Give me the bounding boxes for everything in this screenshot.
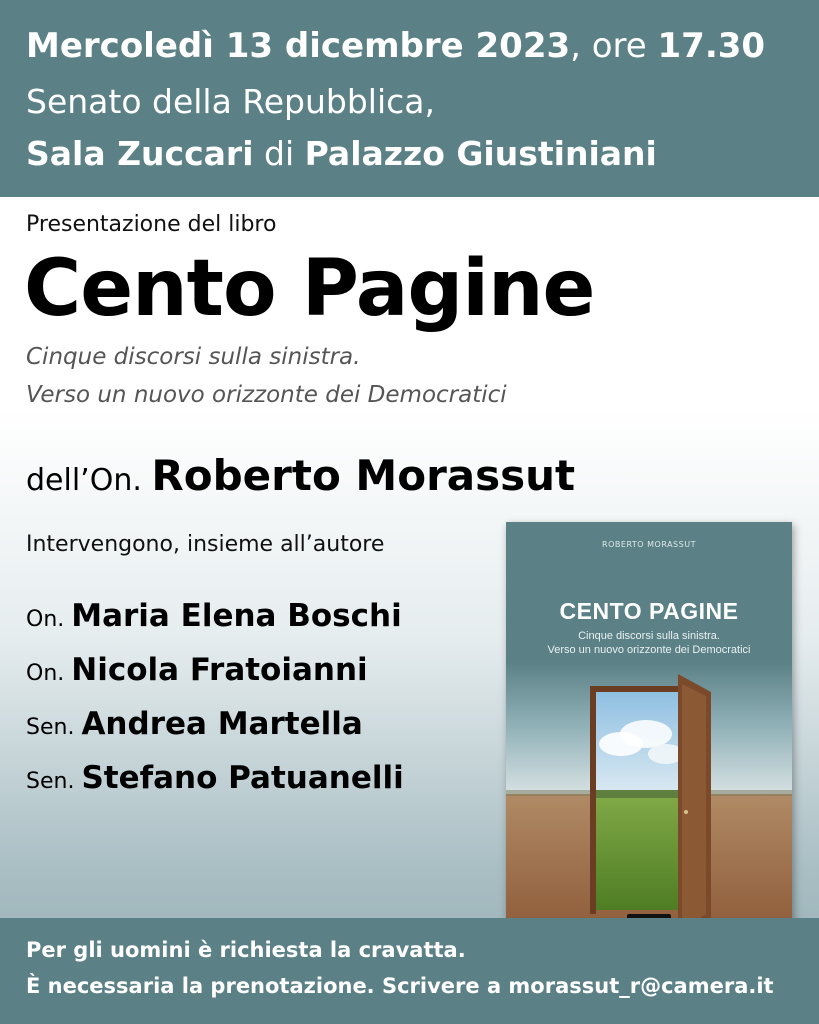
author-prefix: dell’On. xyxy=(26,463,152,498)
footer-banner xyxy=(0,918,819,1024)
dress-code-note: Per gli uomini è richiesta la cravatta. xyxy=(26,938,466,962)
book-title: Cento Pagine xyxy=(24,244,595,334)
speaker-name: Stefano Patuanelli xyxy=(81,760,404,796)
event-date-line xyxy=(26,26,765,66)
book-subtitle-1: Cinque discorsi sulla sinistra. xyxy=(26,344,361,370)
speaker-item xyxy=(26,652,368,688)
time-prefix: , ore xyxy=(570,26,658,66)
cover-title: CENTO PAGINE xyxy=(559,598,739,624)
book-cover xyxy=(506,522,792,952)
speaker-item xyxy=(26,760,404,796)
booking-note: È necessaria la prenotazione. Scrivere a morassut_r@camera.it xyxy=(26,974,774,998)
venue-line: Senato della Repubblica, xyxy=(26,82,436,121)
speaker-name: Maria Elena Boschi xyxy=(71,598,402,634)
room-of: di xyxy=(253,134,305,173)
presentation-intro: Presentazione del libro xyxy=(26,212,277,237)
author-name: Roberto Morassut xyxy=(151,451,576,500)
palace-name: Palazzo Giustiniani xyxy=(304,134,657,173)
event-time: 17.30 xyxy=(657,26,766,66)
speaker-title: Sen. xyxy=(26,715,82,740)
speaker-title: On. xyxy=(26,607,72,632)
speaker-name: Nicola Fratoianni xyxy=(71,652,368,688)
cover-subtitle-1: Cinque discorsi sulla sinistra. xyxy=(578,630,720,642)
book-subtitle-2: Verso un nuovo orizzonte dei Democratici xyxy=(26,382,507,408)
speaker-item xyxy=(26,706,363,742)
author-line xyxy=(26,451,575,500)
cover-subtitle-2: Verso un nuovo orizzonte dei Democratici xyxy=(547,644,751,656)
speakers-intro: Intervengono, insieme all’autore xyxy=(26,532,385,557)
speaker-title: Sen. xyxy=(26,769,82,794)
cover-illustration xyxy=(506,522,792,952)
speaker-name: Andrea Martella xyxy=(81,706,363,742)
speaker-item xyxy=(26,598,402,634)
room-line xyxy=(26,134,657,173)
room-name: Sala Zuccari xyxy=(26,134,254,173)
event-date: Mercoledì 13 dicembre 2023 xyxy=(26,26,571,66)
header-banner xyxy=(0,0,819,197)
speaker-title: On. xyxy=(26,661,72,686)
cover-author: ROBERTO MORASSUT xyxy=(602,540,696,549)
